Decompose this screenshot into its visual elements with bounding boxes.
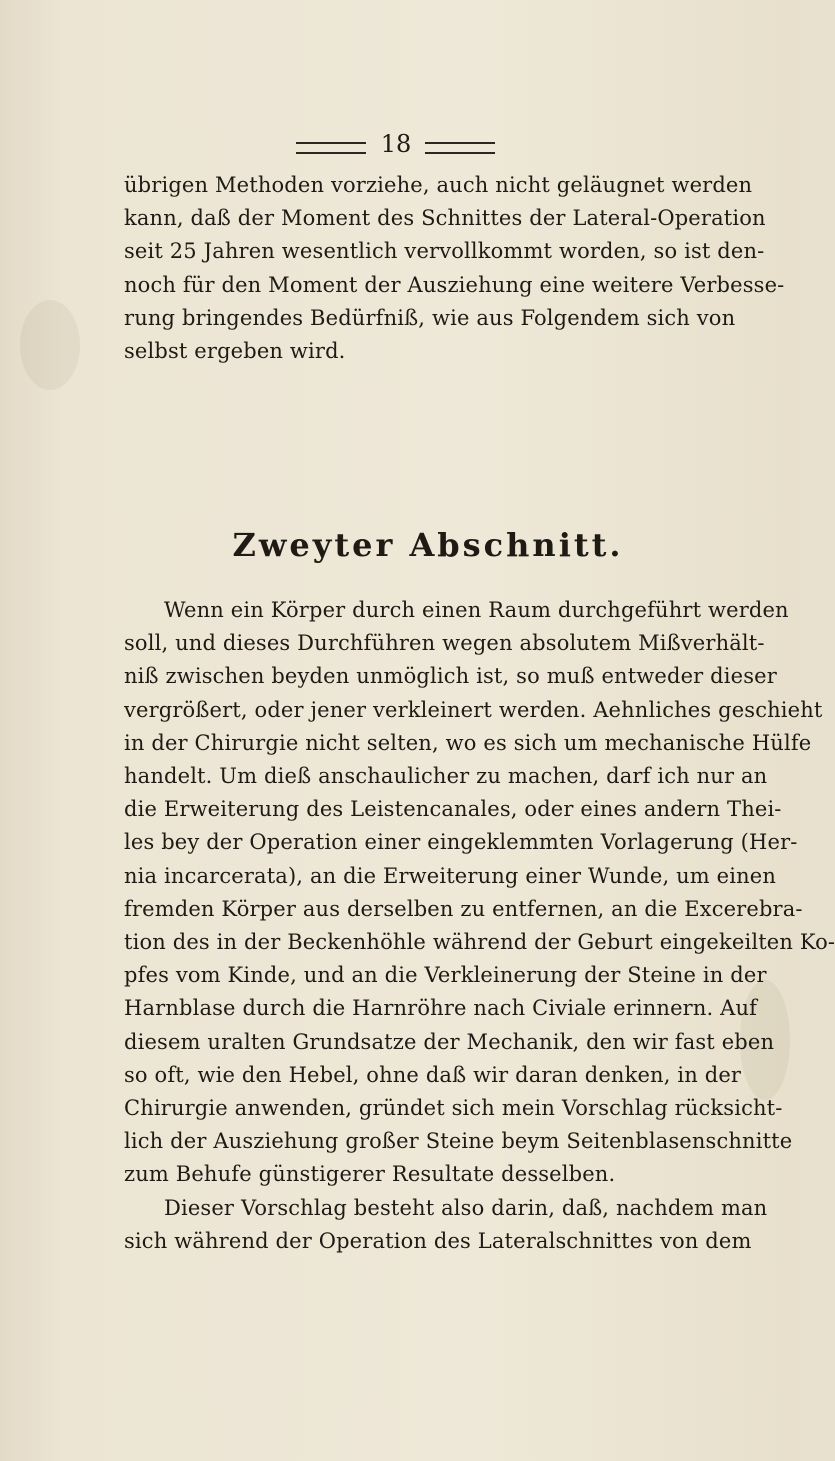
text-line: diesem uralten Grundsatze der Mechanik, den wir fast eben: [124, 1029, 775, 1054]
text-line: fremden Körper aus derselben zu entfernen, an die Excerebra-: [124, 896, 803, 921]
text-line: Harnblase durch die Harnröhre nach Civiale erinnern. Auf: [124, 996, 758, 1021]
page-stain: [20, 300, 80, 390]
header-rule: [425, 142, 495, 144]
text-line: noch für den Moment der Ausziehung eine weitere Verbesse-: [124, 272, 785, 297]
text-line: Dieser Vorschlag besteht also darin, daß, nachdem man: [164, 1195, 768, 1220]
text-line: Wenn ein Körper durch einen Raum durchgeführt werden: [164, 598, 789, 622]
text-line: niß zwischen beyden unmöglich ist, so muß entweder dieser: [124, 664, 777, 689]
text-line: rung bringendes Bedürfniß, wie aus Folgendem sich von: [124, 305, 736, 330]
section-heading: Zweyter Abschnitt.: [232, 526, 624, 564]
text-line: selbst ergeben wird.: [124, 339, 346, 364]
text-line: handelt. Um dieß anschaulicher zu machen, darf ich nur an: [124, 764, 768, 789]
text-line: soll, und dieses Durchführen wegen absolutem Mißverhält-: [124, 631, 765, 656]
header-rule: [296, 142, 366, 144]
text-line: kann, daß der Moment des Schnittes der Lateral-Operation: [124, 206, 766, 231]
text-line: lich der Ausziehung großer Steine beym Seitenblasenschnitte: [124, 1129, 793, 1154]
text-line: tion des in der Beckenhöhle während der Geburt eingekeilten Ko-: [124, 930, 835, 955]
text-line: Chirurgie anwenden, gründet sich mein Vorschlag rücksicht-: [124, 1096, 783, 1121]
header-rule: [296, 152, 366, 154]
text-line: pfes vom Kinde, und an die Verkleinerung der Steine in der: [124, 963, 767, 988]
page-number: 18: [380, 130, 412, 158]
header-rule: [425, 152, 495, 154]
text-line: so oft, wie den Hebel, ohne daß wir daran denken, in der: [124, 1062, 742, 1087]
paragraph-main: [124, 594, 835, 1258]
text-line: in der Chirurgie nicht selten, wo es sich um mechanische Hülfe: [124, 730, 812, 755]
paragraph-continuation: [124, 169, 785, 368]
text-line: les bey der Operation einer eingeklemmten Vorlagerung (Her-: [124, 830, 798, 855]
text-line: vergrößert, oder jener verkleinert werden. Aehnliches geschieht: [124, 697, 823, 722]
text-line: die Erweiterung des Leistencanales, oder eines andern Thei-: [124, 797, 782, 822]
text-line: nia incarcerata), an die Erweiterung einer Wunde, um einen: [124, 863, 777, 888]
text-line: übrigen Methoden vorziehe, auch nicht geläugnet werden: [124, 173, 753, 197]
text-line: seit 25 Jahren wesentlich vervollkommt worden, so ist den-: [124, 239, 765, 264]
text-line: sich während der Operation des Lateralschnittes von dem: [124, 1228, 752, 1253]
text-line: zum Behufe günstigerer Resultate desselben.: [124, 1162, 616, 1187]
